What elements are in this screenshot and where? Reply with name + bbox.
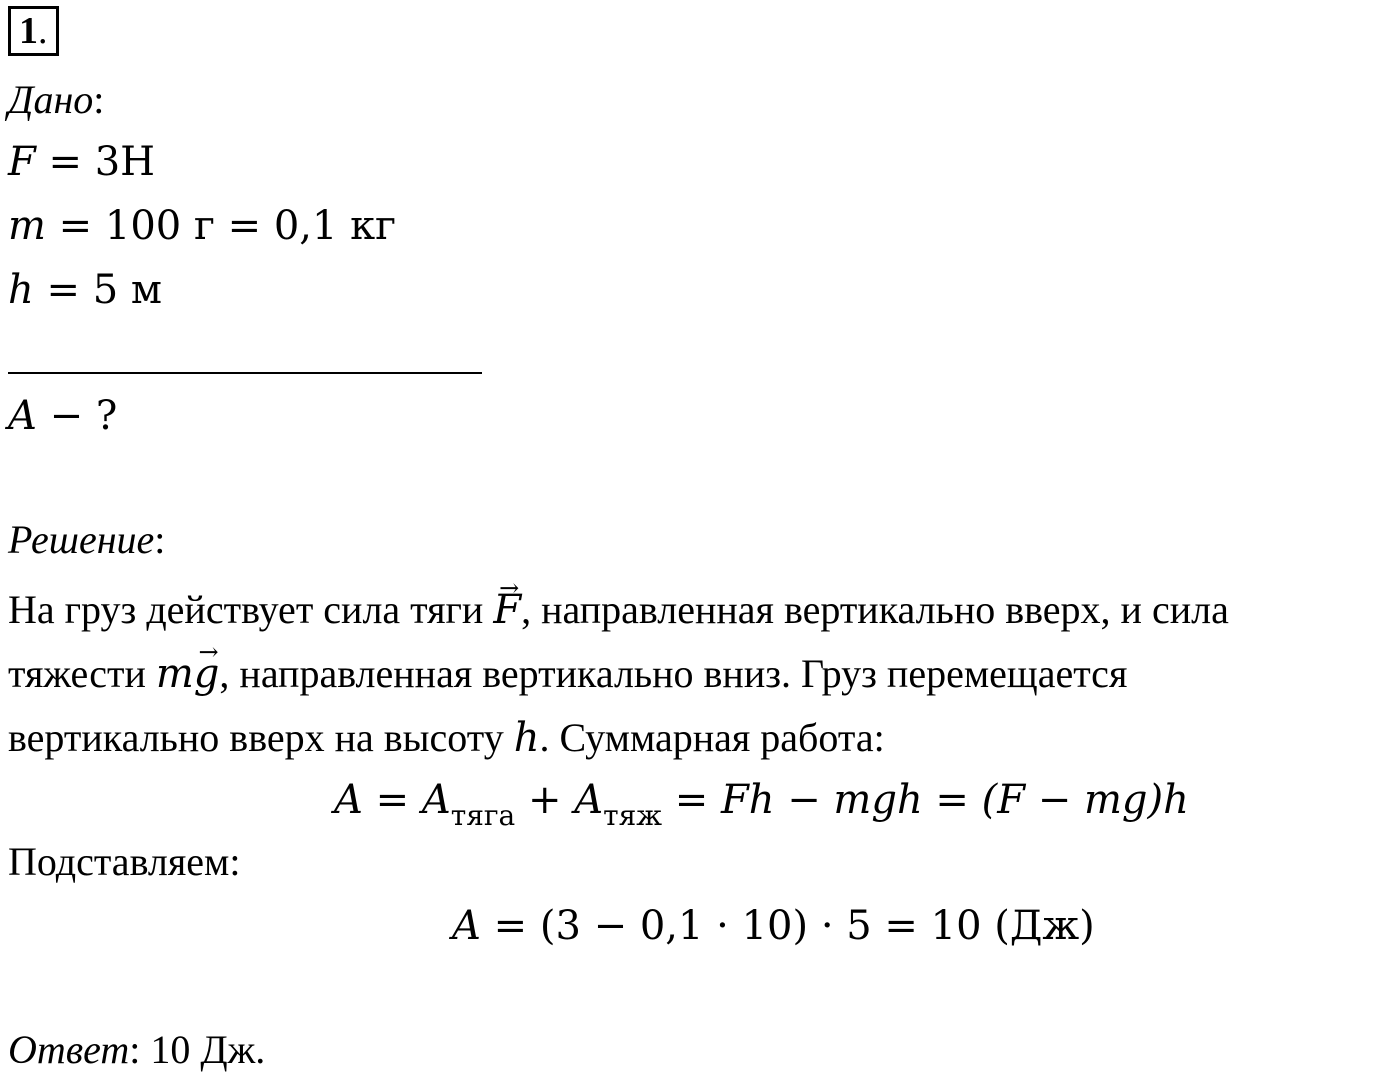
numeric-equation <box>452 903 1095 949</box>
find-line <box>8 393 118 439</box>
given-heading-colon: : <box>93 77 105 122</box>
given-heading-text: Дано <box>8 77 94 122</box>
answer-value: 10 Дж. <box>140 1027 266 1072</box>
solution-heading-colon: : <box>154 517 166 562</box>
solution-paragraph-line-1 <box>8 587 1229 633</box>
answer-colon: : <box>129 1027 141 1072</box>
eq1-sub-traction: тяга <box>450 799 516 832</box>
find-var: A <box>8 393 37 439</box>
problem-number-digit: 1 <box>19 10 38 52</box>
given-var-m: m <box>8 203 46 249</box>
problem-number-dot: . <box>38 10 48 52</box>
given-line-force <box>8 139 156 185</box>
solution-heading <box>8 517 166 562</box>
given-value-m: = 100 г = 0,1 кг <box>45 203 397 249</box>
gravity-vector: → g <box>194 654 220 694</box>
given-heading <box>8 77 105 122</box>
p3-text-a: вертикально вверх на высоту <box>8 715 514 760</box>
eq2-rest: = (3 − 0,1 · 10) · 5 = 10 (Дж) <box>480 903 1095 949</box>
substitute-label: Подставляем: <box>8 839 241 884</box>
problem-number <box>8 6 59 56</box>
force-vector: → F <box>493 590 521 630</box>
p3-text-b: . Суммарная работа: <box>539 715 885 760</box>
p2-text-a: тяжести <box>8 651 156 696</box>
given-divider <box>8 372 482 374</box>
mass-symbol: m <box>155 651 194 697</box>
eq1-plus: + A <box>515 777 604 823</box>
p2-text-b: , направленная вертикально вниз. Груз перемещается <box>219 651 1128 696</box>
answer-heading: Ответ <box>8 1027 130 1072</box>
solution-heading-text: Решение <box>8 517 155 562</box>
work-equation <box>334 777 1189 832</box>
given-line-mass <box>8 203 397 249</box>
eq2-var: A <box>452 903 481 949</box>
solution-paragraph-line-3 <box>8 715 885 761</box>
given-value-h: = 5 м <box>33 267 162 313</box>
p1-text-a: На груз действует сила тяги <box>8 587 494 632</box>
given-var-h: h <box>8 267 34 313</box>
answer-line <box>8 1027 266 1072</box>
eq1-a: A = A <box>334 777 451 823</box>
given-var-f: F <box>8 139 36 185</box>
p1-text-b: , направленная вертикально вверх, и сила <box>521 587 1229 632</box>
eq1-rest: = Fh − mgh = (F − mg)h <box>662 777 1189 823</box>
eq1-sub-gravity: тяж <box>603 799 663 832</box>
solution-paragraph-line-2 <box>8 651 1128 697</box>
find-rest: − ? <box>36 393 118 439</box>
height-symbol: h <box>513 715 540 761</box>
given-value-f: = 3Н <box>35 139 156 185</box>
given-line-height <box>8 267 162 313</box>
